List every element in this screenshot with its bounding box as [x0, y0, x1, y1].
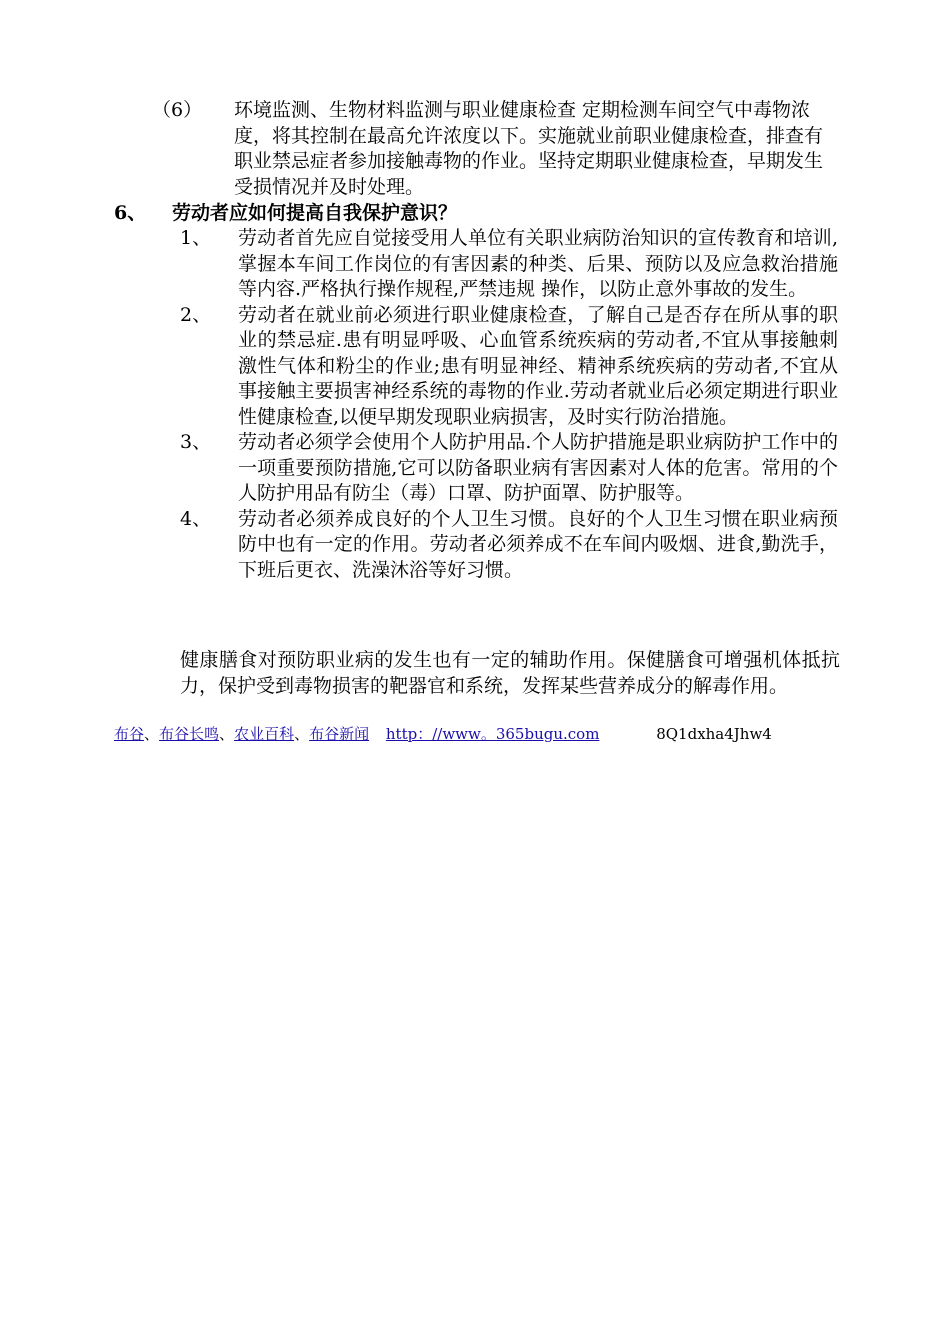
- list-item: [180, 430, 840, 507]
- list-item-text: 劳动者首先应自觉接受用人单位有关职业病防治知识的宣传教育和培训,掌握本车间工作岗位的有害因素的种类、后果、预防以及应急救治措施等内容.严格执行操作规程,严禁违规 操作，以防止意外事故的发生。: [238, 227, 838, 300]
- list-item-text: 劳动者在就业前必须进行职业健康检查，了解自己是否存在所从事的职业的禁忌症.患有明显呼吸、心血管系统疾病的劳动者,不宜从事接触刺激性气体和粉尘的作业;患有明显神经、精神系统疾病的劳动者,不宜从事接触主要损害神经系统的毒物的作业.劳动者就业后必须定期进行职业性健康检查,以便早期发现职业病损害，及时实行防治措施。: [238, 303, 838, 428]
- list-item-text: 环境监测、生物材料监测与职业健康检查 定期检测车间空气中毒物浓度，将其控制在最高允许浓度以下。实施就业前职业健康检查，排查有职业禁忌症者参加接触毒物的作业。坚持定期职业健康检查，早期发生受损情况并及时处理。: [234, 99, 824, 198]
- footer-link-bugu[interactable]: 布谷: [114, 725, 145, 743]
- heading-text: 劳动者应如何提高自我保护意识？: [172, 202, 458, 224]
- list-item-number: （6）: [152, 99, 203, 121]
- list-item-number: 2、: [180, 303, 212, 326]
- footer-links: [114, 724, 772, 744]
- footer-link-bugu-news[interactable]: 布谷新闻: [309, 725, 370, 743]
- link-separator: 、: [294, 725, 310, 743]
- list-item-text: 劳动者必须养成良好的个人卫生习惯。良好的个人卫生习惯在职业病预防中也有一定的作用。劳动者必须养成不在车间内吸烟、进食,勤洗手，下班后更衣、洗澡沐浴等好习惯。: [238, 507, 838, 581]
- list-item-number: 3、: [180, 431, 212, 453]
- footer-link-bugu-changming[interactable]: 布谷长鸣: [159, 725, 220, 743]
- footer-link-agri-encyclopedia[interactable]: 农业百科: [234, 725, 295, 743]
- list-item-number: 1、: [180, 227, 212, 249]
- closing-paragraph: 健康膳食对预防职业病的发生也有一定的辅助作用。保健膳食可增强机体抵抗力，保护受到毒物损害的靶器官和系统，发挥某些营养成分的解毒作用。: [180, 649, 840, 697]
- section-heading: [114, 200, 457, 226]
- numbered-list: [180, 226, 840, 583]
- list-item: [180, 226, 840, 303]
- list-item: [180, 507, 840, 584]
- link-separator: 、: [144, 725, 160, 743]
- footer-code: 8Q1dxha4Jhw4: [656, 725, 772, 743]
- list-item-number: 4、: [180, 507, 212, 530]
- link-separator: 、: [219, 725, 235, 743]
- heading-number: 6、: [114, 202, 147, 224]
- list-item: [180, 303, 840, 431]
- footer-url-link[interactable]: http：//www。365bugu.com: [385, 725, 600, 743]
- list-item-text: 劳动者必须学会使用个人防护用品.个人防护措施是职业病防护工作中的一项重要预防措施,它可以防备职业病有害因素对人体的危害。常用的个人防护用品有防尘（毒）口罩、防护面罩、防护服等。: [238, 431, 838, 504]
